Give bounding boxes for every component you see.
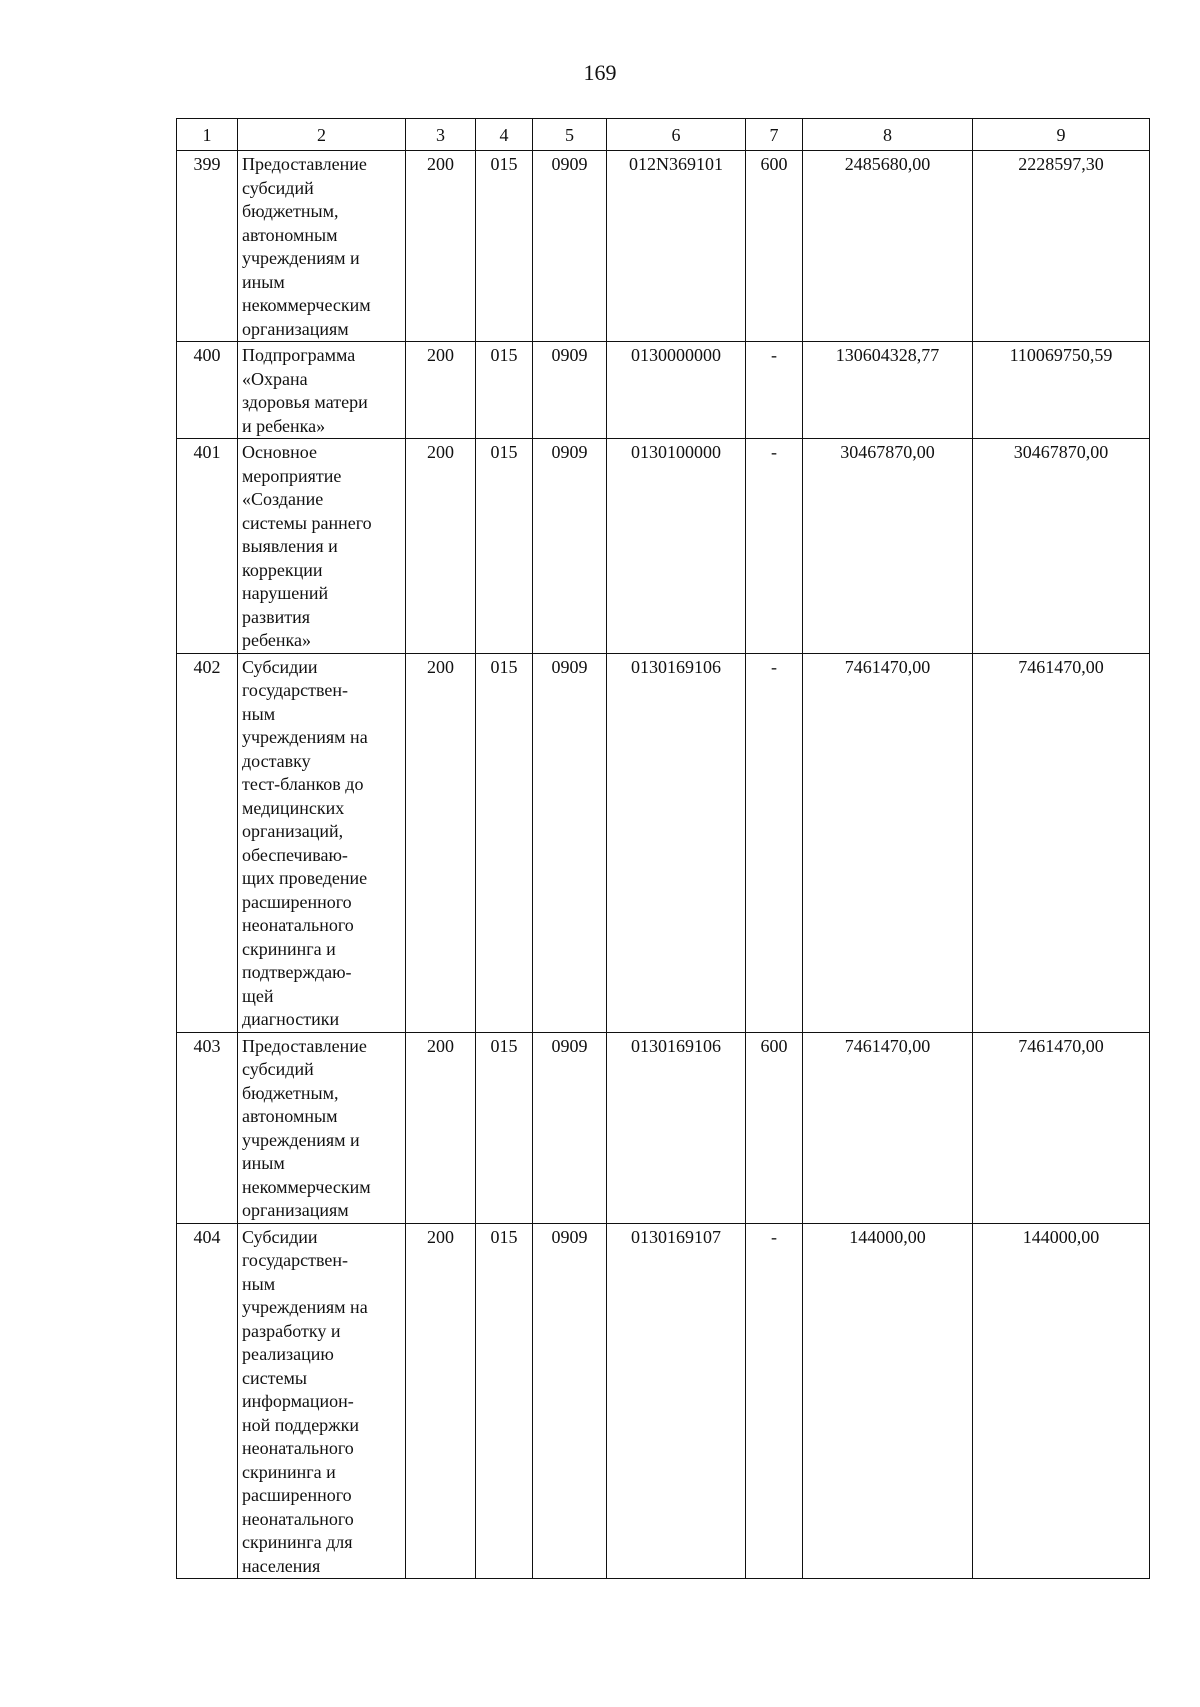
row-amount-9: 2228597,30 [973, 151, 1150, 342]
row-col-4: 015 [476, 1223, 533, 1579]
column-header: 9 [973, 119, 1150, 151]
row-col-6: 0130169107 [607, 1223, 746, 1579]
row-number: 401 [177, 439, 238, 654]
column-header: 7 [746, 119, 803, 151]
column-header: 5 [533, 119, 607, 151]
row-col-3: 200 [406, 653, 476, 1032]
row-col-5: 0909 [533, 439, 607, 654]
row-name: Основное мероприятие «Создание системы раннего выявления и коррекции нарушений развития ребенка» [238, 439, 406, 654]
row-col-4: 015 [476, 151, 533, 342]
row-col-4: 015 [476, 439, 533, 654]
column-header: 6 [607, 119, 746, 151]
row-number: 399 [177, 151, 238, 342]
row-name: Предоставление субсидий бюджетным, автономным учреждениям и иным некоммерческим организациям [238, 151, 406, 342]
row-amount-8: 144000,00 [803, 1223, 973, 1579]
row-col-7: - [746, 1223, 803, 1579]
row-amount-9: 7461470,00 [973, 653, 1150, 1032]
column-header: 8 [803, 119, 973, 151]
column-header: 1 [177, 119, 238, 151]
row-name: Подпрограмма «Охрана здоровья матери и ребенка» [238, 342, 406, 439]
row-col-3: 200 [406, 1032, 476, 1223]
header-row [177, 119, 1150, 151]
row-col-6: 0130100000 [607, 439, 746, 654]
row-name: Субсидии государствен- ным учреждениям на разработку и реализацию системы информацион- ной поддержки неонатального скрининга и расширенного неонатального скрининга для населения [238, 1223, 406, 1579]
row-col-4: 015 [476, 653, 533, 1032]
budget-table [176, 118, 1150, 1579]
row-col-7: - [746, 653, 803, 1032]
row-col-4: 015 [476, 342, 533, 439]
row-amount-9: 7461470,00 [973, 1032, 1150, 1223]
table-row [177, 1223, 1150, 1579]
row-number: 403 [177, 1032, 238, 1223]
table-body [177, 151, 1150, 1579]
row-amount-9: 144000,00 [973, 1223, 1150, 1579]
row-amount-8: 2485680,00 [803, 151, 973, 342]
table-row [177, 342, 1150, 439]
row-col-7: 600 [746, 151, 803, 342]
row-amount-8: 7461470,00 [803, 1032, 973, 1223]
row-amount-8: 130604328,77 [803, 342, 973, 439]
row-col-3: 200 [406, 151, 476, 342]
table-row [177, 1032, 1150, 1223]
row-col-6: 0130000000 [607, 342, 746, 439]
row-col-7: 600 [746, 1032, 803, 1223]
row-col-5: 0909 [533, 1032, 607, 1223]
row-col-3: 200 [406, 439, 476, 654]
row-name: Субсидии государствен- ным учреждениям на доставку тест-бланков до медицинских организаций, обеспечиваю- щих проведение расширенного неонатального скрининга и подтверждаю- щей диагностики [238, 653, 406, 1032]
table-row [177, 653, 1150, 1032]
row-col-6: 012N369101 [607, 151, 746, 342]
column-header: 4 [476, 119, 533, 151]
row-amount-8: 7461470,00 [803, 653, 973, 1032]
page-number: 169 [583, 60, 617, 85]
row-number: 402 [177, 653, 238, 1032]
row-number: 404 [177, 1223, 238, 1579]
row-col-5: 0909 [533, 342, 607, 439]
row-col-5: 0909 [533, 1223, 607, 1579]
row-amount-9: 110069750,59 [973, 342, 1150, 439]
row-amount-9: 30467870,00 [973, 439, 1150, 654]
column-header: 3 [406, 119, 476, 151]
row-col-5: 0909 [533, 151, 607, 342]
row-col-5: 0909 [533, 653, 607, 1032]
row-col-7: - [746, 342, 803, 439]
row-col-4: 015 [476, 1032, 533, 1223]
row-col-6: 0130169106 [607, 1032, 746, 1223]
table-row [177, 439, 1150, 654]
row-number: 400 [177, 342, 238, 439]
row-col-3: 200 [406, 1223, 476, 1579]
row-col-3: 200 [406, 342, 476, 439]
row-amount-8: 30467870,00 [803, 439, 973, 654]
row-col-7: - [746, 439, 803, 654]
row-col-6: 0130169106 [607, 653, 746, 1032]
table-row [177, 151, 1150, 342]
row-name: Предоставление субсидий бюджетным, автономным учреждениям и иным некоммерческим организациям [238, 1032, 406, 1223]
column-header: 2 [238, 119, 406, 151]
